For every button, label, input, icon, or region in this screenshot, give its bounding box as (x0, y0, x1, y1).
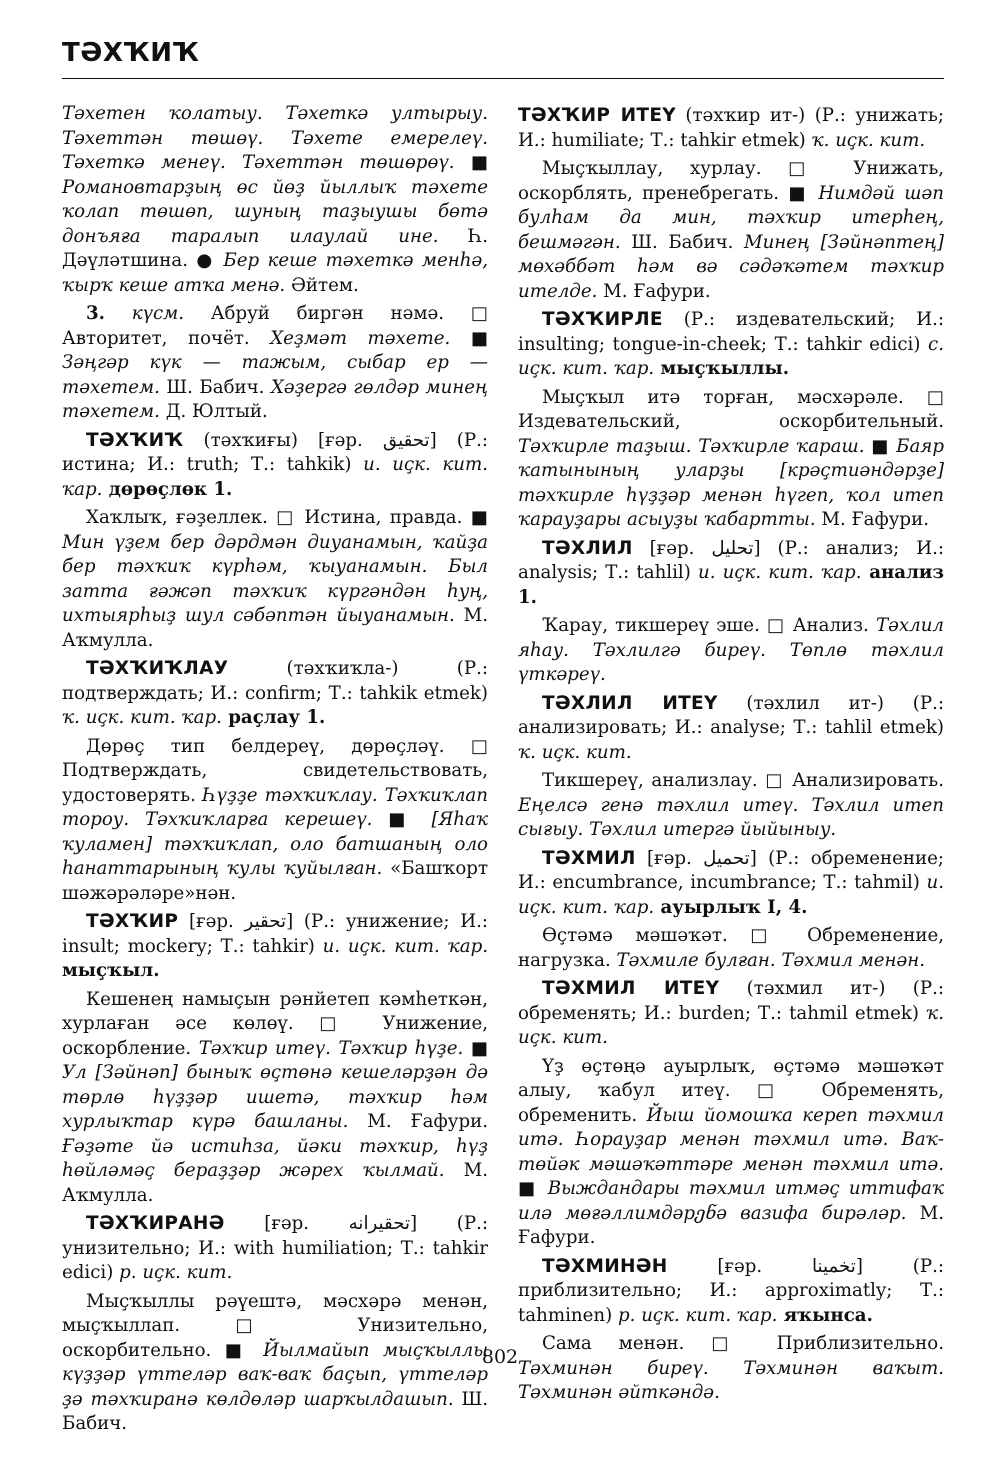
definition: Мыҫҡыллау, хурлау. □ Унижать, оскорблять, пренебрегать. ■ Нимдәй шәп булһам да мин, тәхҡир итерһең, бешмәгән. Ш. Бабич. Минең [Зәйнәптең] мөхәббәт һәм вә сәдәҡәтем тәхҡир ителде. М. Ғафури. (518, 158, 944, 302)
definition: Тикшереү, анализлау. □ Анализировать. Еңелсә генә тәхлил итеү. Тәхлил итеп сығыу. Тәхлил итергә йыйыныу. (518, 770, 944, 840)
headword: ТӘХҠИҠ (86, 429, 184, 451)
entry-tahmil: ТӘХМИЛ [ғәр. تحميل] (Р.: обременение; И.: encumbrance, incumbrance; Т.: tahmil) и. иҫк. кит. ҡар. ауырлыҡ I, 4. (518, 847, 944, 918)
entry-tahmil-itew: ТӘХМИЛ ИТЕҮ (тәхмил ит-) (Р.: обременять; И.: burden; Т.: tahmil etmek) ҡ. иҫк. кит. (518, 978, 944, 1048)
definition: Мыҫҡыл итә торған, мәсхәрәле. □ Издевательский, оскорбительный. Тәхҡирле таҙыш. Тәхҡирле ҡараш. ■ Баяр ҡатынының уларҙы [крәҫтиәндәрҙе] тәхҡирле һүҙҙәр менән һүгеп, ҡол итеп ҡарауҙары асыуҙы ҡабартты. М. Ғафури. (518, 386, 944, 530)
entry-tahlil: ТӘХЛИЛ [ғәр. تحليل] (Р.: анализ; И.: analysis; Т.: tahlil) и. иҫк. кит. ҡар. анализ 1. (518, 537, 944, 608)
sense-3: 3. күсм. Абруй биргән нәмә. □ Авторитет, почёт. Хеҙмәт тәхете. ■ Зәңгәр күк — тажым, сыбар ер — тәхетем. Ш. Бабич. Хәҙергә гөлдәр минең тәхетем. Д. Юлтый. (62, 303, 489, 422)
headword: ТӘХМИЛ ИТЕҮ (542, 978, 720, 999)
headword: ТӘХҠИРЛЕ (542, 309, 663, 330)
entry-tahlil-itew: ТӘХЛИЛ ИТЕҮ (тәхлил ит-) (Р.: анализировать; И.: analyse; Т.: tahlil etmek) ҡ. иҫк. кит. (518, 692, 944, 763)
definition: Өҫтәмә мәшәҡәт. □ Обременение, нагрузка. Тәхмиле булған. Тәхмил менән. (518, 925, 945, 971)
running-head: ТӘХҠИҠ (62, 38, 200, 68)
headword: ТӘХҠИР ИТЕҮ (518, 105, 676, 126)
definition: Сама менән. □ Приблизительно. Тәхминән биреү. Тәхминән ваҡыт. Тәхминән әйткәндә. (518, 1333, 945, 1403)
entry-tahkir: ТӘХҠИР [ғәр. تحقير] (Р.: унижение; И.: insult; mockery; Т.: tahkir) и. иҫк. кит. ҡар. мыҫҡыл. (62, 911, 488, 981)
entry-tahkikla: ТӘХҠИҠЛАУ (тәхҡиҡла-) (Р.: подтверждать; И.: confirm; Т.: tahkik etmek) ҡ. иҫк. кит. ҡар. раҫлау 1. (62, 658, 488, 728)
definition: Кешенең намыҫын рәнйетеп кәмһеткән, хурлаған әсе көлөү. □ Унижение, оскорбление. Тәхҡир итеү. Тәхҡир һүҙе. ■ Ул [Зәйнәп] быныҡ өҫтөнә кешеләрҙән дә төрлө һүҙҙәр ишетә, тәхҡир һәм хурлыҡтар күрә башланы. М. Ғафури. Ғәҙәте йә истиһза, йәки тәхҡир, һүҙ һөйләмәҫ бераҙҙәр жәрех ҡылмай. М. Аҡмулла. (62, 988, 489, 1206)
definition: Ҡарау, тикшереү эше. □ Анализ. Тәхлил яһау. Тәхлилгә биреү. Төплө тәхлил үткәреү. (518, 615, 945, 685)
entry-tahkir-itew: ТӘХҠИР ИТЕҮ (тәхҡир ит-) (Р.: унижать; И.: humiliate; Т.: tahkir etmek) ҡ. иҫк. кит. (518, 105, 944, 151)
headword: ТӘХМИНӘН (542, 1255, 668, 1277)
entry-tahkirle: ТӘХҠИРЛЕ (Р.: издевательский; И.: insulting; tongue-in-cheek; Т.: tahkir edici) с. иҫк. кит. ҡар. мыҫҡыллы. (518, 309, 944, 379)
headword: ТӘХЛИЛ (542, 537, 633, 559)
headword: ТӘХҠИҠЛАУ (86, 658, 229, 679)
right-column (518, 102, 944, 1410)
page-number: 802 (481, 1346, 519, 1368)
definition: Дөрөҫ тип белдереү, дөрөҫләү. □ Подтверждать, свидетельствовать, удостоверять. Һүҙҙе тәхҡиҡлау. Тәхҡиҡлап тороу. Тәхҡиҡларға керешеү. ■ [Яһаҡ ҡуламен] тәхҡиҡлап, оло батшаның оло һанаттарының ҡулы ҡуйылған. «Башҡорт шәжәрәләре»нән. (62, 735, 489, 904)
definition: Мыҫҡыллы рәүештә, мәсхәрә менән, мыҫҡыллап. □ Унизительно, оскорбительно. ■ Йылмайып мыҫҡыллы күҙҙәр үттеләр ваҡ-ваҡ баҫып, үттеләр ҙә тәхҡиранә көлдөләр шарҡылдашып. Ш. Бабич. (62, 1290, 489, 1434)
entry-tahkirana: ТӘХҠИРАНӘ [ғәр. تحقيرانه] (Р.: унизительно; И.: with humiliation; Т.: tahkir edici) р. иҫк. кит. (62, 1213, 488, 1283)
headword: ТӘХЛИЛ ИТЕҮ (542, 692, 718, 714)
definition: Хаҡлыҡ, ғәҙеллек. □ Истина, правда. ■ Мин үҙем бер дәрдмән диуанамын, ҡайҙа бер тәхҡиҡ күрһәм, ҡыуанамын. Был затта ғәжәп тәхҡиҡ күргәндән һуң, ихтыярһыҙ шул сәбәптән йыуанамын. М. Аҡмулла. (62, 507, 489, 651)
header-rule (62, 78, 944, 79)
headword: ТӘХМИЛ (542, 847, 636, 869)
left-column (62, 102, 488, 1441)
headword: ТӘХҠИР (86, 911, 179, 932)
headword: ТӘХҠИРАНӘ (86, 1213, 225, 1234)
entry-tahminen: ТӘХМИНӘН [ғәр. تخمينا] (Р.: приблизительно; И.: approximatly; Т.: tahminen) р. иҫк. кит. ҡар. яҡынса. (518, 1255, 944, 1326)
definition: Үҙ өҫтөңә ауырлыҡ, өҫтәмә мәшәҡәт алыу, ҡабул итеү. □ Обременять, обременить. Йыш йомошҡа кереп тәхмил итә. Һорауҙар менән тәхмил итә. Ваҡ-төйәк мәшәҡәттәре менән тәхмил итә. ■ Выждандары тәхмил итмәҫ иттифаҡ илә мөғәллимдәрენә вазифа бирәләр. М. Ғафури. (518, 1055, 944, 1248)
entry-tahkik: ТӘХҠИҠ (тәхҡиғы) [ғәр. تحقيق] (Р.: истина; И.: truth; Т.: tahkik) и. иҫк. кит. ҡар. дөрөҫлөк 1. (62, 429, 488, 500)
continued-entry: Тәхетен ҡолатыу. Тәхеткә ултырыу. Тәхеттән төшөү. Тәхете емерелеү. Тәхеткә менеү. Тәхеттән төшөрөү. ■ Романовтарҙың өс йөҙ йыллыҡ тәхете ҡолап төшөп, шуның таҙыушы бөтә донъяға таралып илаулай ине. Һ. Дәүләтшина. ● Бер кеше тәхеткә менһә, ҡырҡ кеше атҡа менә. Әйтем. (62, 103, 488, 296)
